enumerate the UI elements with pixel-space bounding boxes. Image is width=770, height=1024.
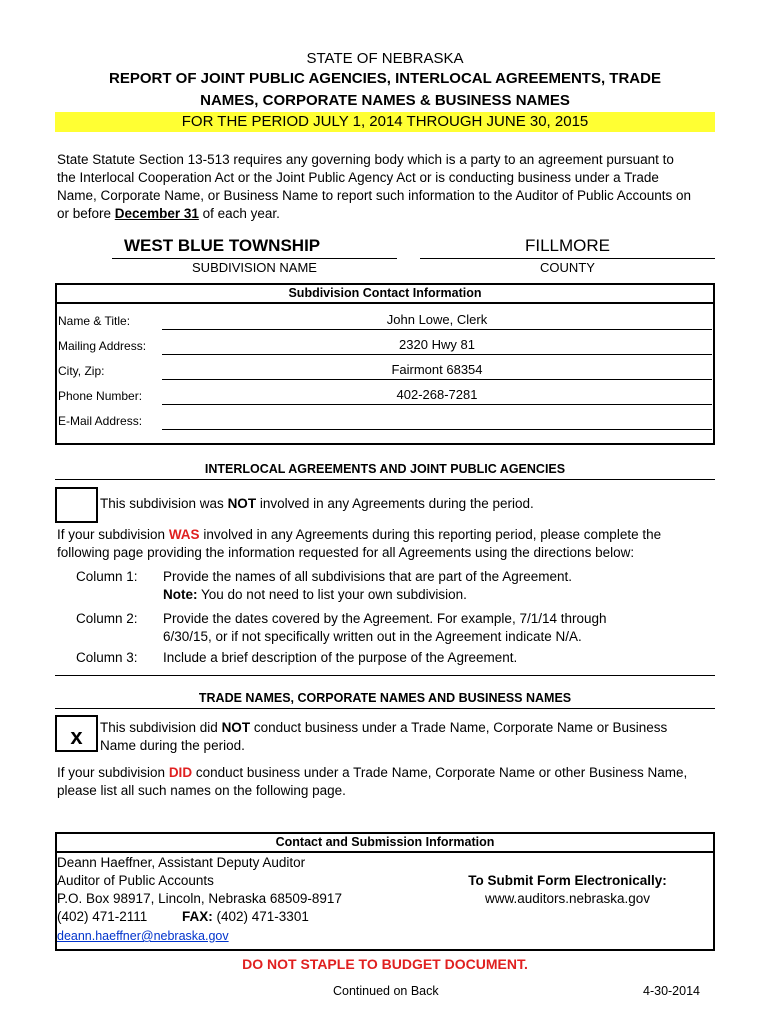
- contact-title-divider: [55, 302, 715, 304]
- contact-field-line: [162, 429, 712, 430]
- contact-value-name[interactable]: John Lowe, Clerk: [386, 312, 488, 327]
- county-label: COUNTY: [540, 260, 595, 275]
- report-title-line1: REPORT OF JOINT PUBLIC AGENCIES, INTERLOCAL AGREEMENTS, TRADE: [109, 70, 661, 87]
- auditor-phone: (402) 471-2111: [57, 909, 148, 924]
- contact-label-name: Name & Title:: [58, 314, 131, 328]
- form-revision-date: 4-30-2014: [643, 984, 700, 998]
- submission-title-divider: [55, 851, 715, 853]
- contact-label-address: Mailing Address:: [58, 339, 147, 353]
- electronic-submit-url[interactable]: www.auditors.nebraska.gov: [484, 891, 651, 906]
- statute-line: the Interlocal Cooperation Act or the Joint Public Agency Act or is conducting business under a Trade: [57, 170, 659, 185]
- trade-not-statement: This subdivision did NOT conduct business under a Trade Name, Corporate Name or Business Name during the period.: [100, 720, 668, 753]
- auditor-fax: FAX: (402) 471-3301: [182, 909, 309, 924]
- contact-info-title: Subdivision Contact Information: [288, 286, 482, 300]
- subdivision-name: WEST BLUE TOWNSHIP: [124, 236, 321, 255]
- no-staple-warning: DO NOT STAPLE TO BUDGET DOCUMENT.: [242, 956, 528, 972]
- column1-name: Column 1:: [76, 569, 138, 584]
- statute-line: Name, Corporate Name, or Business Name to report such information to the Auditor of Public Accounts on: [57, 188, 692, 203]
- column1-description: Provide the names of all subdivisions that are part of the Agreement. Note: You do not need to list your own subdivision.: [163, 569, 572, 602]
- deadline-date: December 31: [114, 206, 199, 221]
- interlocal-divider: [55, 479, 715, 480]
- contact-field-line: [162, 404, 712, 405]
- contact-field-line: [162, 354, 712, 355]
- contact-field-line: [162, 379, 712, 380]
- interlocal-not-statement: This subdivision was NOT involved in any Agreements during the period.: [100, 496, 534, 511]
- subdivision-name-label: SUBDIVISION NAME: [192, 260, 317, 275]
- statute-paragraph: [57, 151, 737, 223]
- interlocal-title: INTERLOCAL AGREEMENTS AND JOINT PUBLIC AGENCIES: [204, 462, 566, 476]
- was-emphasis: WAS: [168, 527, 200, 542]
- state-heading: STATE OF NEBRASKA: [306, 50, 464, 67]
- contact-value-city-zip[interactable]: Fairmont 68354: [391, 362, 483, 377]
- auditor-contact-block: Deann Haeffner, Assistant Deputy Auditor Auditor of Public Accounts P.O. Box 98917, Lincoln, Nebraska 68509-8917: [57, 855, 342, 906]
- column2-name: Column 2:: [76, 611, 138, 626]
- county-line: [420, 258, 715, 259]
- trade-names-title: TRADE NAMES, CORPORATE NAMES AND BUSINESS NAMES: [198, 691, 572, 705]
- column3-description: Include a brief description of the purpose of the Agreement.: [163, 650, 518, 665]
- trade-divider: [55, 708, 715, 709]
- contact-label-city-zip: City, Zip:: [58, 364, 105, 378]
- contact-label-email: E-Mail Address:: [58, 414, 143, 428]
- interlocal-checkbox[interactable]: [55, 487, 98, 523]
- contact-label-phone: Phone Number:: [58, 389, 143, 403]
- report-title-line2: NAMES, CORPORATE NAMES & BUSINESS NAMES: [200, 92, 570, 109]
- did-emphasis: DID: [168, 765, 193, 780]
- statute-line: State Statute Section 13-513 requires any governing body which is a party to an agreement pursuant to: [57, 152, 674, 167]
- period-text: FOR THE PERIOD JULY 1, 2014 THROUGH JUNE 30, 2015: [181, 113, 589, 130]
- statute-line: or before December 31 of each year.: [57, 206, 280, 221]
- continued-on-back: Continued on Back: [333, 984, 439, 998]
- submission-info-title: Contact and Submission Information: [275, 835, 495, 849]
- trade-instructions: If your subdivision DID conduct business under a Trade Name, Corporate Name or other Business Name, please list all such names on the following page.: [57, 765, 688, 798]
- contact-value-address[interactable]: 2320 Hwy 81: [399, 337, 475, 352]
- trade-top-divider: [55, 675, 715, 676]
- contact-value-phone[interactable]: 402-268-7281: [396, 387, 478, 402]
- interlocal-instructions: If your subdivision WAS involved in any Agreements during this reporting period, please complete the following page providing the information requested for all Agreements using the directions below:: [57, 527, 662, 560]
- county-name: FILLMORE: [524, 236, 611, 255]
- electronic-submit-label: To Submit Form Electronically:: [468, 873, 667, 888]
- auditor-email-link[interactable]: deann.haeffner@nebraska.gov: [57, 929, 229, 943]
- subdivision-name-line: [112, 258, 397, 259]
- column2-description: Provide the dates covered by the Agreement. For example, 7/1/14 through 6/30/15, or if not specifically written out in the Agreement indicate N/A.: [163, 611, 607, 644]
- column3-name: Column 3:: [76, 650, 138, 665]
- contact-field-line: [162, 329, 712, 330]
- trade-checkbox[interactable]: x: [55, 715, 98, 752]
